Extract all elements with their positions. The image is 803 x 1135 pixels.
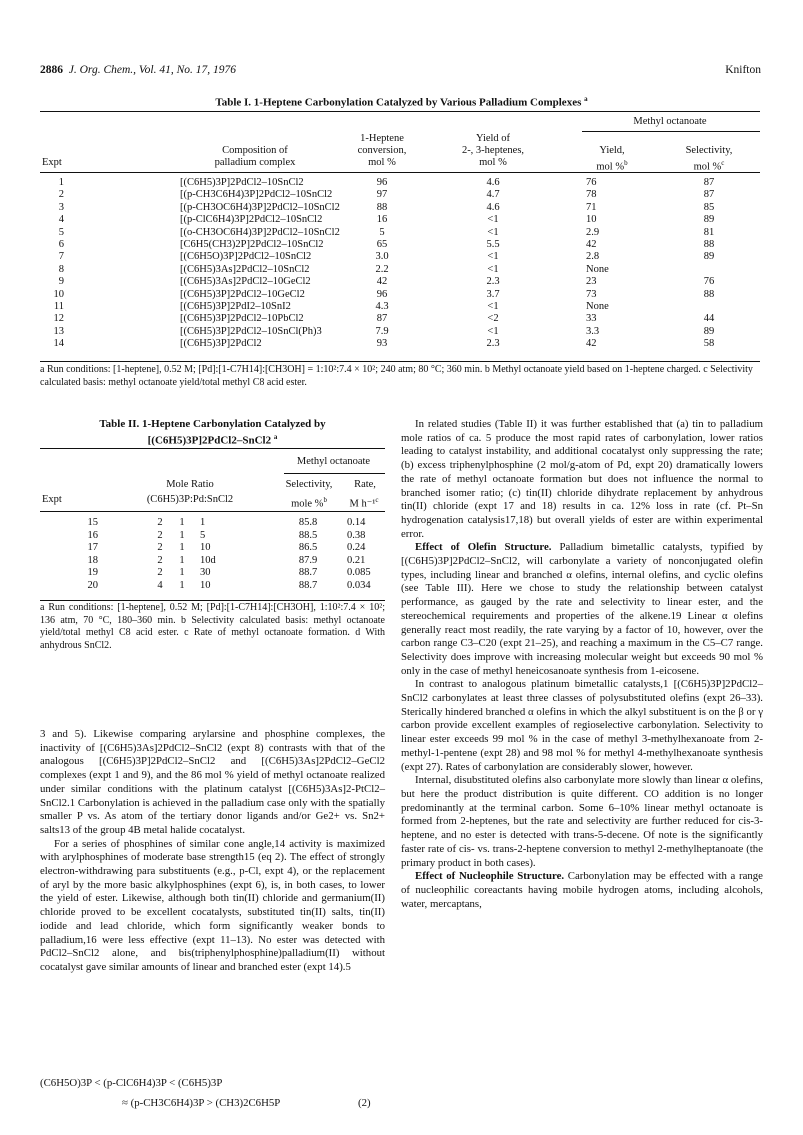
table1-cell-heptenes: <1 — [487, 251, 499, 263]
table2-cell-rate: 0.085 — [347, 567, 371, 578]
table2-cell-pd: 1 — [179, 554, 185, 566]
table1-cell-complex: [(C6H5)3P]2PdCl2–10SnCl(Ph)3 — [180, 325, 322, 337]
table1-cell-heptenes: 4.6 — [486, 177, 500, 188]
table2-header-rate-2: M h⁻¹$^c$ — [349, 496, 379, 510]
table1-cell-yield: 73 — [586, 288, 597, 300]
table1-cell-complex: [(C6H5)3P]2PdCl2–10SnCl2 — [180, 177, 304, 188]
table1-cell-expt: 8 — [58, 263, 64, 275]
table1-cell-conversion: 7.9 — [375, 325, 389, 337]
section-heading-olefin: Effect of Olefin Structure. — [415, 541, 552, 554]
table1-cell-yield: 23 — [586, 276, 597, 288]
table1-cell-selectivity: 81 — [703, 226, 715, 238]
table1-cell-conversion: 42 — [376, 276, 388, 288]
table1-cell-conversion: 16 — [376, 214, 388, 226]
table1-header-rule — [40, 172, 760, 173]
left-column-text — [40, 728, 385, 975]
table1-cell-conversion: 4.3 — [375, 301, 389, 312]
table1-cell-conversion: 2.2 — [375, 263, 389, 275]
table2-cell-phosphine: 2 — [157, 567, 163, 578]
table1-cell-yield: None — [586, 263, 609, 275]
table2-header-ratio-2: (C6H5)3P:Pd:SnCl2 — [146, 494, 234, 505]
table1-cell-selectivity: 44 — [703, 313, 715, 325]
table1-footnote: a Run conditions: [1-heptene], 0.52 M; [Pd]:[1-C7H14]:[CH3OH] = 1:10²:7.4 × 10²; 240 atm; 80 °C; 360 min. b Methyl octanoate yield based on 1-heptene charged. c Selectivity calculated basis: methyl octanoate yield/total methyl C8 acid ester. — [40, 364, 753, 388]
table1-header-yield-2: mol %$^b$ — [596, 159, 628, 173]
table2-cell-expt: 17 — [87, 542, 98, 553]
table2-cell-phosphine: 2 — [157, 529, 163, 541]
table1-header-composition: Composition of — [222, 145, 288, 156]
equation-line-2: ≈ (p-CH3C6H4)3P > (CH3)2C6H5P — [122, 1097, 281, 1109]
table1-cell-yield: 10 — [586, 214, 597, 226]
table2-cell-expt: 20 — [87, 579, 98, 591]
table1-header-selectivity-2: mol %$^c$ — [693, 159, 725, 173]
left-paragraph-1: 3 and 5). Likewise comparing arylarsine and phosphine complexes, the inactivity of [(C6H5)3As]2PdCl2–SnCl2 (expt 8) contrasts with that of the analogous [(C6H5)3P]2PdCl2–SnCl2 and [(C6H5)3As]2PdCl2–GeCl2 complexes (expt 1 and 9), and the 86 mol % yield of methyl octanoate realized under similar conditions with the platinum catalyst [(C6H5)3As]2-PtCl2–SnCl2.1 Carbonylation is achieved in the palladium case only with the spatially smaller P vs. As atom of the tertiary donor ligands and/or Ge2+ vs. Sn2+ salts13 of the group 4B metal halide cocatalyst. — [40, 728, 385, 836]
journal-citation: J. Org. Chem., Vol. 41, No. 17, 1976 — [68, 64, 237, 76]
table1-header-yield: Yield, — [599, 145, 625, 156]
table1-cell-heptenes: 2.3 — [486, 338, 500, 350]
table1-cell-heptenes: 3.7 — [486, 288, 500, 300]
table2-cell-expt: 16 — [87, 529, 98, 541]
table1-cell-expt: 10 — [53, 288, 64, 300]
table1-cell-heptenes: <1 — [487, 325, 499, 337]
table1-cell-heptenes: <1 — [487, 301, 499, 312]
table2-footnote: a Run conditions: [1-heptene], 0.52 M; [Pd]:[1-C7H14]:[CH3OH], 1:10²:7.4 × 10²; 136 atm, 70 °C, 180–360 min. b Selectivity calculated basis: methyl octanoate yield/total methyl C8 acid ester. c Rate of methyl octanoate formation. d With anhydrous SnCl2. — [40, 602, 385, 651]
table2-header-ratio: Mole Ratio — [166, 479, 214, 490]
table2-cell-rate: 0.21 — [347, 554, 366, 566]
table1-header-conversion-3: mol % — [368, 157, 396, 168]
table1-top-rule — [40, 111, 760, 112]
table2-cell-pd: 1 — [179, 542, 185, 553]
table2-cell-sncl2: 10 — [200, 579, 211, 591]
table1-cell-selectivity: 89 — [703, 214, 715, 226]
table1-cell-yield: 76 — [586, 177, 597, 188]
table1-cell-conversion: 96 — [376, 288, 388, 300]
table1-cell-complex: [(C6H5)3As]2PdCl2–10GeCl2 — [180, 276, 311, 288]
table1-cell-yield: 42 — [586, 338, 597, 350]
table2-bottom-rule — [40, 600, 385, 601]
running-header — [40, 64, 236, 76]
table1-cell-complex: [(C6H5)3P]2PdCl2–10GeCl2 — [180, 288, 305, 300]
table2-top-rule — [40, 448, 385, 449]
table1-cell-complex: [(o-CH3OC6H4)3P]2PdCl2–10SnCl2 — [180, 226, 340, 238]
table2-cell-sncl2: 10 — [200, 542, 211, 553]
table1-cell-expt: 12 — [53, 313, 64, 325]
table2-cell-rate: 0.24 — [347, 542, 366, 553]
table2-cell-selectivity: 86.5 — [298, 542, 318, 553]
table1-cell-expt: 11 — [53, 301, 64, 312]
table1-header-conversion: 1-Heptene — [360, 133, 404, 144]
table1-cell-expt: 1 — [58, 177, 64, 188]
table1-group-header: Methyl octanoate — [633, 116, 707, 127]
right-paragraph-1: In related studies (Table II) it was further established that (a) tin to palladium mole ratios of ca. 5 produce the most rapid rates of carbonylation, lower ratios leading to catalyst instability, and additional cocatalyst only suppressing the rate; (b) excess triphenylphosphine (2 mol/g-atom of Pd, expt 20) dramatically lowers the rate of methyl octanoate formation but does not influence the normal to branched isomer ratio; (c) tin(II) chloride dihydrate replacement by anhydrous tin(II) chloride (expt 17 and 18) results in ca. 12% loss in rate (cf. Pt–Sn hydrogenation catalysis17,18) but overall yields of ester are within experimental error. — [401, 418, 763, 540]
table1-cell-conversion: 88 — [376, 201, 388, 213]
table1-cell-yield: 42 — [586, 239, 597, 250]
table2-cell-phosphine: 4 — [157, 579, 163, 591]
author-name: Knifton — [725, 64, 761, 76]
table2-cell-selectivity: 88.7 — [298, 579, 318, 591]
right-paragraph-5-body: Carbonylation may be effected with a range of nucleophilic coreactants having mobile hydrogen atoms, including alcohols, water, mercaptans, — [401, 870, 763, 910]
table1-group-rule — [582, 131, 760, 132]
right-paragraph-4: Internal, disubstituted olefins also carbonylate more slowly than linear α olefins, but here the product distribution is quite different. CO addition is no longer predominantly at the terminal carbon. Some 6–10% linear methyl octanoate is formed from 2-heptenes, but the rate and selectivity are further reduced for cis-3-heptene, and no ester is detected with trans-5-decene. Of note is the significantly faster rate of cis- vs. trans-2-heptene conversion to methyl 2-methylheptanoate (the primary product in both cases). — [401, 774, 763, 869]
right-column-text — [401, 418, 763, 911]
table1-cell-heptenes: <1 — [487, 214, 499, 226]
table1-cell-complex: [(p-ClC6H4)3P]2PdCl2–10SnCl2 — [180, 214, 323, 226]
table1-header-conversion-2: conversion, — [357, 145, 407, 156]
table1-cell-selectivity: 89 — [703, 325, 715, 337]
table2-cell-sncl2: 1 — [200, 517, 206, 528]
table2-cell-rate: 0.38 — [347, 529, 366, 541]
table2-cell-pd: 1 — [179, 517, 185, 528]
table2-cell-expt: 19 — [87, 567, 98, 578]
table1-cell-heptenes: 4.7 — [486, 189, 500, 201]
table2-cell-selectivity: 88.5 — [298, 529, 318, 541]
equation-number: (2) — [358, 1097, 371, 1109]
table1-cell-expt: 7 — [58, 251, 64, 263]
right-paragraph-5 — [401, 870, 763, 911]
table1-cell-expt: 9 — [58, 276, 64, 288]
equation-line-1: (C6H5O)3P < (p-ClC6H4)3P < (C6H5)3P — [40, 1077, 223, 1089]
table1-cell-yield: 78 — [586, 189, 597, 201]
table1-cell-selectivity: 87 — [703, 177, 715, 188]
table1-cell-conversion: 5 — [379, 226, 385, 238]
table1-cell-yield: 71 — [586, 201, 597, 213]
table2-group-header: Methyl octanoate — [296, 456, 371, 467]
right-paragraph-2-body: Palladium bimetallic catalysts, typified by [(C6H5)3P]2PdCl2–SnCl2, will carbonylate a variety of nonconjugated olefin types, including linear and branched α olefins, internal olefins, and cyclic olefins (see Table III). Here we chose to study the relationship between catalyst performance, as gauged by the rate and selectivity to linear ester, and the stereochemical requirements and properties of the alkene.19 Linear α olefins generally react most readily, the rate varying by a factor of 10, however, over the carbon range C3–C20 (expt 21–25), and reaching a maximum in the C5–C7 range. Selectivity does improve with increasing molecular weight but exceeds 90 mol % only in the case of methyl heneicosanoate synthesis from 1-eicosene. — [401, 541, 763, 677]
table1-cell-expt: 5 — [58, 226, 64, 238]
table1-cell-selectivity: 88 — [703, 288, 715, 300]
table2-cell-phosphine: 2 — [157, 542, 163, 553]
table2-cell-rate: 0.034 — [347, 579, 371, 591]
table1-cell-yield: 33 — [586, 313, 597, 325]
table1-cell-selectivity: 87 — [703, 189, 715, 201]
table2-cell-expt: 15 — [87, 517, 98, 528]
table1-header-expt: Expt — [42, 157, 62, 168]
table1-cell-expt: 14 — [53, 338, 64, 350]
table1-cell-heptenes: <1 — [487, 226, 499, 238]
table2-title-line1: Table II. 1-Heptene Carbonylation Catalyzed by — [99, 418, 326, 430]
right-paragraph-3: In contrast to analogous platinum bimetallic catalysts,1 [(C6H5)3P]2PdCl2–SnCl2 carbonylates at least three classes of polysubstituted olefins (expt 26–33). Sterically hindered branched α olefins in which the alkyl substituent is on the β or γ carbon provide excellent examples of regioselective carbonylation. Selectivity to linear ester exceeds 99 mol % in the case of methyl 3-methylhexanoate from 2-methyl-1-pentene (expt 28) and 98 mol % for methyl 4-methylhexanoate synthesis (expt 27). Rates of carbonylation are considerably slower, however. — [401, 678, 763, 773]
table1-header-heptenes: Yield of — [475, 133, 511, 144]
table1-cell-expt: 4 — [58, 214, 64, 226]
table1-cell-complex: [(C6H5)3P]2PdCl2 — [180, 338, 262, 350]
table1-cell-complex: [(p-CH3OC6H4)3P]2PdCl2–10SnCl2 — [180, 201, 340, 213]
table2-title — [40, 418, 385, 448]
table1-title: Table I. 1-Heptene Carbonylation Catalyzed by Various Palladium Complexes $^a$ — [215, 95, 588, 109]
table1-header-selectivity: Selectivity, — [685, 145, 733, 156]
table1-cell-heptenes: <2 — [487, 313, 499, 325]
table2-cell-phosphine: 2 — [157, 554, 163, 566]
table2-cell-selectivity: 88.7 — [298, 567, 318, 578]
table1-cell-heptenes: 4.6 — [486, 201, 500, 213]
table2-cell-pd: 1 — [179, 567, 185, 578]
table2-cell-pd: 1 — [179, 529, 185, 541]
table2-header-expt: Expt — [42, 494, 62, 505]
table1-cell-complex: [(p-CH3C6H4)3P]2PdCl2–10SnCl2 — [180, 189, 333, 201]
table1-cell-conversion: 97 — [376, 189, 388, 201]
table2-header-selectivity-2: mole %$^b$ — [291, 496, 327, 510]
table1-cell-selectivity: 58 — [703, 338, 715, 350]
table1-cell-yield: None — [586, 301, 609, 312]
table1-cell-complex: [C6H5(CH3)2P]2PdCl2–10SnCl2 — [180, 239, 324, 250]
table1-cell-complex: [(C6H5)3P]2PdCl2–10PbCl2 — [180, 313, 304, 325]
table2-cell-phosphine: 2 — [157, 517, 163, 528]
table1-header-heptenes-2: 2-, 3-heptenes, — [461, 145, 525, 156]
table2-cell-sncl2: 30 — [200, 567, 211, 578]
table2-header-rule — [40, 511, 385, 512]
table1-cell-complex: [(C6H5)3P]2PdI2–10SnI2 — [180, 301, 291, 312]
table1-cell-yield: 2.8 — [586, 251, 600, 263]
table1-cell-selectivity: 88 — [703, 239, 715, 250]
table1-cell-yield: 3.3 — [586, 325, 600, 337]
table1-cell-conversion: 65 — [376, 239, 388, 250]
table2-header-selectivity: Selectivity, — [285, 479, 333, 490]
table1-cell-yield: 2.9 — [586, 226, 600, 238]
table1-cell-expt: 13 — [53, 325, 64, 337]
table1-cell-selectivity: 76 — [703, 276, 715, 288]
table1-cell-conversion: 3.0 — [375, 251, 389, 263]
table1-cell-expt: 6 — [58, 239, 64, 250]
table2-cell-expt: 18 — [87, 554, 98, 566]
table1-cell-selectivity: 85 — [703, 201, 715, 213]
left-paragraph-2: For a series of phosphines of similar cone angle,14 activity is maximized with arylphosphines of moderate base strength15 (eq 2). The effect of strongly electron-withdrawing para substituents (e.g., p-Cl, expt 4), or the replacement of aryl by the more basic alkylphosphines (expt 6), is, in both cases, to lower the yield of ester. Likewise, although both tin(II) chloride and germanium(II) chloride proved to be excellent cocatalysts, substituted tin(II) salts, tin(II) iodide and lead chloride, which form significantly weaker bonds to palladium,16 were less effective (expt 11–13). No ester was detected with PdCl2–SnCl2 alone, and bis(triphenylphosphine)palladium(II) without cocatalyst gave similar amounts of linear and branched ester (expt 14).5 — [40, 837, 385, 973]
table2-cell-sncl2: 5 — [200, 529, 206, 541]
table2-cell-rate: 0.14 — [347, 517, 366, 528]
table1-header-composition-2: palladium complex — [214, 157, 296, 168]
table2-header-rate: Rate, — [354, 479, 376, 490]
table2-cell-selectivity: 87.9 — [298, 554, 318, 566]
right-paragraph-2 — [401, 541, 763, 678]
table1-cell-selectivity: 89 — [703, 251, 715, 263]
table1-cell-complex: [(C6H5O)3P]2PdCl2–10SnCl2 — [180, 251, 312, 263]
table2-cell-sncl2: 10d — [200, 554, 216, 566]
table1-cell-heptenes: 2.3 — [486, 276, 500, 288]
table2-cell-selectivity: 85.8 — [298, 517, 318, 528]
table1-cell-conversion: 96 — [376, 177, 388, 188]
table1-cell-expt: 2 — [58, 189, 64, 201]
table1-header-heptenes-3: mol % — [479, 157, 507, 168]
section-heading-nucleophile: Effect of Nucleophile Structure. — [415, 870, 565, 883]
table1-cell-heptenes: 5.5 — [486, 239, 500, 250]
table1-bottom-rule — [40, 361, 760, 362]
table1-cell-conversion: 87 — [376, 313, 388, 325]
page-number: 2886 — [40, 64, 63, 76]
table1-cell-expt: 3 — [58, 201, 64, 213]
table2-group-rule — [284, 473, 385, 474]
table1-cell-complex: [(C6H5)3As]2PdCl2–10SnCl2 — [180, 263, 310, 275]
table2-title-line2: [(C6H5)3P]2PdCl2–SnCl2 $^a$ — [147, 433, 278, 447]
table1-cell-conversion: 93 — [376, 338, 388, 350]
table2-cell-pd: 1 — [179, 579, 185, 591]
table1-cell-heptenes: <1 — [487, 263, 499, 275]
